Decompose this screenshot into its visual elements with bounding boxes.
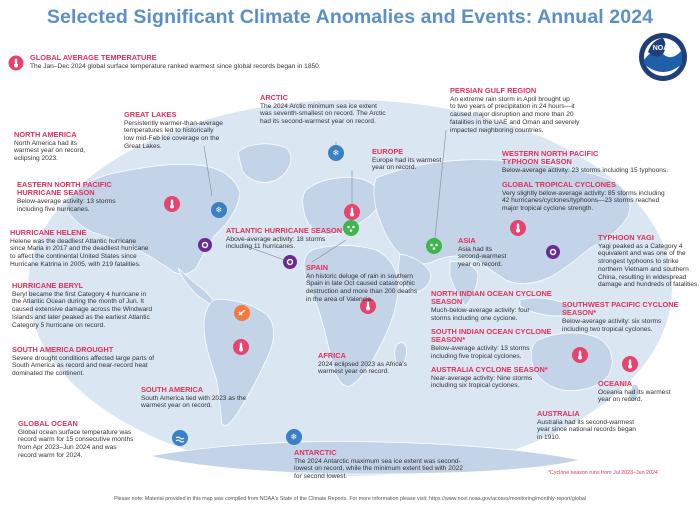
annotation-text-line: Below-average activity: 23 storms including 15 typhoons. [502, 166, 669, 174]
marker-great-lakes[interactable] [211, 202, 227, 218]
annotation-africa [318, 352, 407, 376]
annotation-text-line: damage and hundreds of fatalities. [598, 281, 700, 289]
annotation-title: SPAIN [306, 263, 329, 272]
annotation-text-line: in the area of Valencia. [306, 295, 373, 303]
marker-asia[interactable] [510, 220, 526, 236]
marker-spain[interactable] [343, 220, 359, 236]
annotation-text-line: Australia had its second-warmest [537, 418, 635, 426]
annotation-great-lakes [124, 111, 223, 151]
annotation-text-line: in 1910. [537, 434, 561, 442]
annotation-title: NORTH INDIAN OCEAN CYCLONE SEASON [431, 289, 552, 307]
annotation-title: ARCTIC [260, 93, 288, 102]
annotation-text-line: Category 5 hurricane on record. [12, 321, 106, 329]
annotation-eastern-north-pacific [17, 181, 149, 213]
annotation-text-line: Great Lakes. [124, 142, 162, 150]
annotation-title: GLOBAL AVERAGE TEMPERATURE [30, 53, 157, 62]
annotation-title: SOUTH AMERICA [141, 385, 204, 394]
annotation-persian-gulf [450, 87, 579, 134]
annotation-title: AUSTRALIA [537, 409, 580, 418]
annotation-text-line: caused extensive damage across the Windward [12, 306, 153, 314]
noaa-logo-text: NOAA [652, 45, 674, 52]
annotation-title: ASIA [458, 236, 476, 245]
annotation-text-line: second-warmest [458, 253, 507, 261]
annotation-title: GLOBAL OCEAN [18, 419, 78, 428]
annotation-south-indian-ocean [431, 328, 563, 360]
annotation-text-line: strongest typhoons to strike [598, 258, 679, 266]
annotation-text-line: Severe drought conditions affected large parts of [12, 354, 155, 362]
marker-south-america-drought[interactable] [234, 305, 250, 321]
annotation-text-line: China, resulting in widespread [598, 273, 687, 281]
marker-typhoon-yagi[interactable] [546, 245, 560, 259]
annotation-text-line: storms including one cyclone. [431, 314, 518, 322]
annotation-text-line: low mid-Feb ice coverage on the [124, 135, 220, 143]
annotation-text-line: year on record. [598, 396, 643, 404]
annotation-atlantic-hurricane [226, 227, 342, 251]
marker-australia[interactable] [572, 347, 588, 363]
annotation-text-line: Persistently warmer-than-average [124, 119, 223, 127]
annotation-text-line: 2024 eclipsed 2023 as Africa’s [318, 360, 407, 368]
annotation-text-line: record warm for 15 consecutive months [18, 436, 134, 444]
annotation-text-line: fatalities in the UAE and Oman and severely [450, 118, 580, 126]
cyclone-season-footnote: *Cyclone season runs from Jul 2023–Jun 2024 [548, 470, 658, 476]
annotation-text-line: was seventh-smallest on record. The Arctic [260, 110, 386, 118]
annotation-title: ATLANTIC HURRICANE SEASON [226, 226, 343, 235]
annotation-hurricane-helene [10, 229, 149, 269]
annotation-spain [306, 264, 417, 304]
annotation-north-america [14, 131, 85, 163]
svg-text:❄: ❄ [290, 432, 298, 442]
annotation-text-line: major tropical cyclone strength. [502, 205, 594, 213]
annotation-title: WESTERN NORTH PACIFIC TYPHOON SEASON [502, 149, 599, 167]
annotation-text-line: Below-average activity: six storms [562, 317, 662, 325]
annotation-text-line: Oceania had its warmest [598, 388, 671, 396]
annotation-text-line: warmest year on record, [14, 147, 86, 155]
annotation-global-tropical-cyclones [502, 181, 665, 213]
marker-north-america[interactable] [164, 196, 180, 212]
annotation-text-line: caused major disruption and more than 20 [450, 111, 574, 119]
annotation-text-line: since Maria in 2017 and the deadliest hurricane [10, 245, 149, 253]
annotation-title: AFRICA [318, 351, 346, 360]
annotation-arctic [260, 94, 386, 126]
annotation-western-north-pacific [502, 150, 668, 175]
annotation-text-line: including five hurricanes. [17, 205, 90, 213]
annotation-north-indian-ocean [431, 290, 563, 322]
annotation-text-line: including two tropical cyclones. [562, 325, 653, 333]
annotation-antarctic [294, 449, 463, 481]
annotation-text-line: to affect the continental United States since [10, 253, 137, 261]
annotation-text-line: year on record. [372, 164, 417, 172]
annotation-title: GREAT LAKES [124, 110, 177, 119]
annotation-oceania [598, 380, 671, 404]
annotation-text-line: The 2024 Antarctic maximum sea ice extent was second- [294, 457, 461, 465]
annotation-title: GLOBAL TROPICAL CYCLONES [502, 180, 616, 189]
marker-hurricane-beryl[interactable] [283, 255, 297, 269]
annotation-title: SOUTH AMERICA DROUGHT [12, 345, 114, 354]
annotation-text-line: An extreme rain storm in April brought up [450, 95, 570, 103]
annotation-title: EASTERN NORTH PACIFIC HURRICANE SEASON [17, 180, 112, 198]
annotation-text-line: including five tropical cyclones. [431, 352, 522, 360]
annotation-text-line: warmest year on record. [141, 402, 213, 410]
annotation-text-line: dominated the continent. [12, 370, 85, 378]
annotation-text-line: record warm for 2024. [18, 451, 83, 459]
annotation-text-line: warmest year on record. [318, 368, 390, 376]
annotation-text-line: Hurricane Katrina in 2005, with 219 fatalities. [10, 260, 141, 268]
annotation-text-line: lowest on record, while the minimum extent tied with 2022 [294, 465, 463, 473]
annotation-text-line: year on record. [458, 261, 503, 269]
annotation-hurricane-beryl [12, 282, 152, 329]
annotation-text-line: equivalent and was one of the [598, 250, 686, 258]
annotation-title: ANTARCTIC [294, 448, 337, 457]
annotation-text-line: Yagi peaked as a Category 4 [598, 242, 683, 250]
annotation-australia-cyclone [431, 366, 548, 390]
annotation-text-line: Above-average activity: 18 storms [226, 235, 326, 243]
annotation-europe [372, 148, 441, 172]
annotation-text-line: Near-average activity: Nine storms [431, 374, 533, 382]
svg-text:❄: ❄ [332, 148, 340, 158]
annotation-text-line: from Apr 2023–Jun 2024 and was [18, 444, 117, 452]
annotation-title: OCEANIA [598, 379, 633, 388]
annotation-text-line: Europe had its warmest [372, 156, 442, 164]
annotation-text-line: Islands and later peaked as the earliest Atlantic [12, 313, 150, 321]
annotation-text-line: Helene was the deadliest Atlantic hurricane [10, 237, 137, 245]
marker-global-average-temperature[interactable] [9, 56, 24, 71]
annotation-south-america [141, 386, 246, 410]
annotation-title: AUSTRALIA CYCLONE SEASON* [431, 365, 548, 374]
annotation-text-line: including 11 hurricanes. [226, 243, 296, 251]
annotation-text-line: northern Vietnam and southern [598, 265, 689, 273]
marker-south-america[interactable] [233, 339, 249, 355]
annotation-text-line: to two years of precipitation in 24 hours—it [450, 103, 575, 111]
annotation-text-line: Below-average activity: 13 storms [431, 344, 530, 352]
annotation-title: SOUTH INDIAN OCEAN CYCLONE SEASON* [431, 327, 552, 345]
marker-persian-gulf[interactable] [426, 238, 442, 254]
marker-global-ocean[interactable] [172, 430, 188, 446]
annotation-text-line: Very slightly below-average activity: 85 storms including [502, 189, 665, 197]
annotation-text-line: for second lowest. [294, 473, 348, 481]
noaa-logo [638, 32, 688, 82]
annotation-title: EUROPE [372, 147, 404, 156]
annotation-text-line: Below-average activity: 13 storms [17, 197, 116, 205]
annotation-text-line: impacted neighboring countries. [450, 126, 544, 134]
annotation-text-line: the Atlantic Ocean during the month of Jun. It [12, 298, 144, 306]
annotation-text-line: The 2024 Arctic minimum sea ice extent [260, 102, 377, 110]
annotation-text-line: Global ocean surface temperature was [18, 428, 132, 436]
annotation-text-line: Asia had its [458, 245, 493, 253]
annotation-global-ocean [18, 420, 133, 460]
annotation-title: HURRICANE BERYL [12, 281, 84, 290]
annotation-text-line: including six tropical cyclones. [431, 382, 520, 390]
annotation-southwest-pacific [562, 301, 694, 333]
annotation-text-line: South America tied with 2023 as the [141, 394, 247, 402]
marker-oceania[interactable] [622, 356, 638, 372]
marker-europe[interactable] [344, 204, 360, 220]
annotation-text-line: year since national records began [537, 426, 636, 434]
annotation-text-line: North America had its [14, 139, 78, 147]
annotation-title: TYPHOON YAGI [598, 233, 654, 242]
marker-arctic[interactable] [328, 145, 344, 161]
annotation-typhoon-yagi [598, 234, 699, 289]
annotation-text-line: An historic deluge of rain in southern [306, 272, 414, 280]
annotation-text-line: temperatures led to historically [124, 127, 214, 135]
annotation-text-line: destruction and more than 200 deaths [306, 288, 418, 296]
noaa-logo-icon [638, 32, 688, 82]
annotation-australia [537, 410, 636, 442]
annotation-global-average-temperature [30, 54, 321, 70]
page-title: Selected Significant Climate Anomalies and Events: Annual 2024 [46, 6, 654, 28]
svg-text:❄: ❄ [215, 205, 223, 215]
annotation-asia [458, 237, 506, 269]
annotation-text-line: 42 hurricanes/cyclones/typhoons—23 storms reached [502, 197, 660, 205]
annotation-text-line: Spain in late Oct caused catastrophic [306, 280, 415, 288]
annotation-text-line: had its second-warmest year on record. [260, 118, 376, 126]
annotation-text-line: South America as record and near-record heat [12, 362, 148, 370]
marker-antarctic[interactable] [286, 429, 302, 445]
marker-hurricane-helene[interactable] [198, 238, 212, 252]
annotation-south-america-drought [12, 346, 154, 378]
annotation-text-line: The Jan–Dec 2024 global surface temperature ranked warmest since global records began in 1850. [30, 62, 321, 70]
annotation-title: PERSIAN GULF REGION [450, 86, 537, 95]
annotation-text-line: Beryl became the first Category 4 hurricane in [12, 290, 147, 298]
annotation-title: SOUTHWEST PACIFIC CYCLONE SEASON* [562, 300, 679, 318]
annotation-title: HURRICANE HELENE [10, 228, 87, 237]
annotation-text-line: eclipsing 2023. [14, 155, 58, 163]
source-disclaimer: Please note: Material provided in this map was compiled from NOAA's State of the Climate Reports. For more information please visit: https://www.ncei.noaa.gov/access/monitoring/monthly-report/global [113, 496, 587, 502]
annotation-title: NORTH AMERICA [14, 130, 77, 139]
annotation-text-line: Much-below-average activity: four [431, 306, 530, 314]
